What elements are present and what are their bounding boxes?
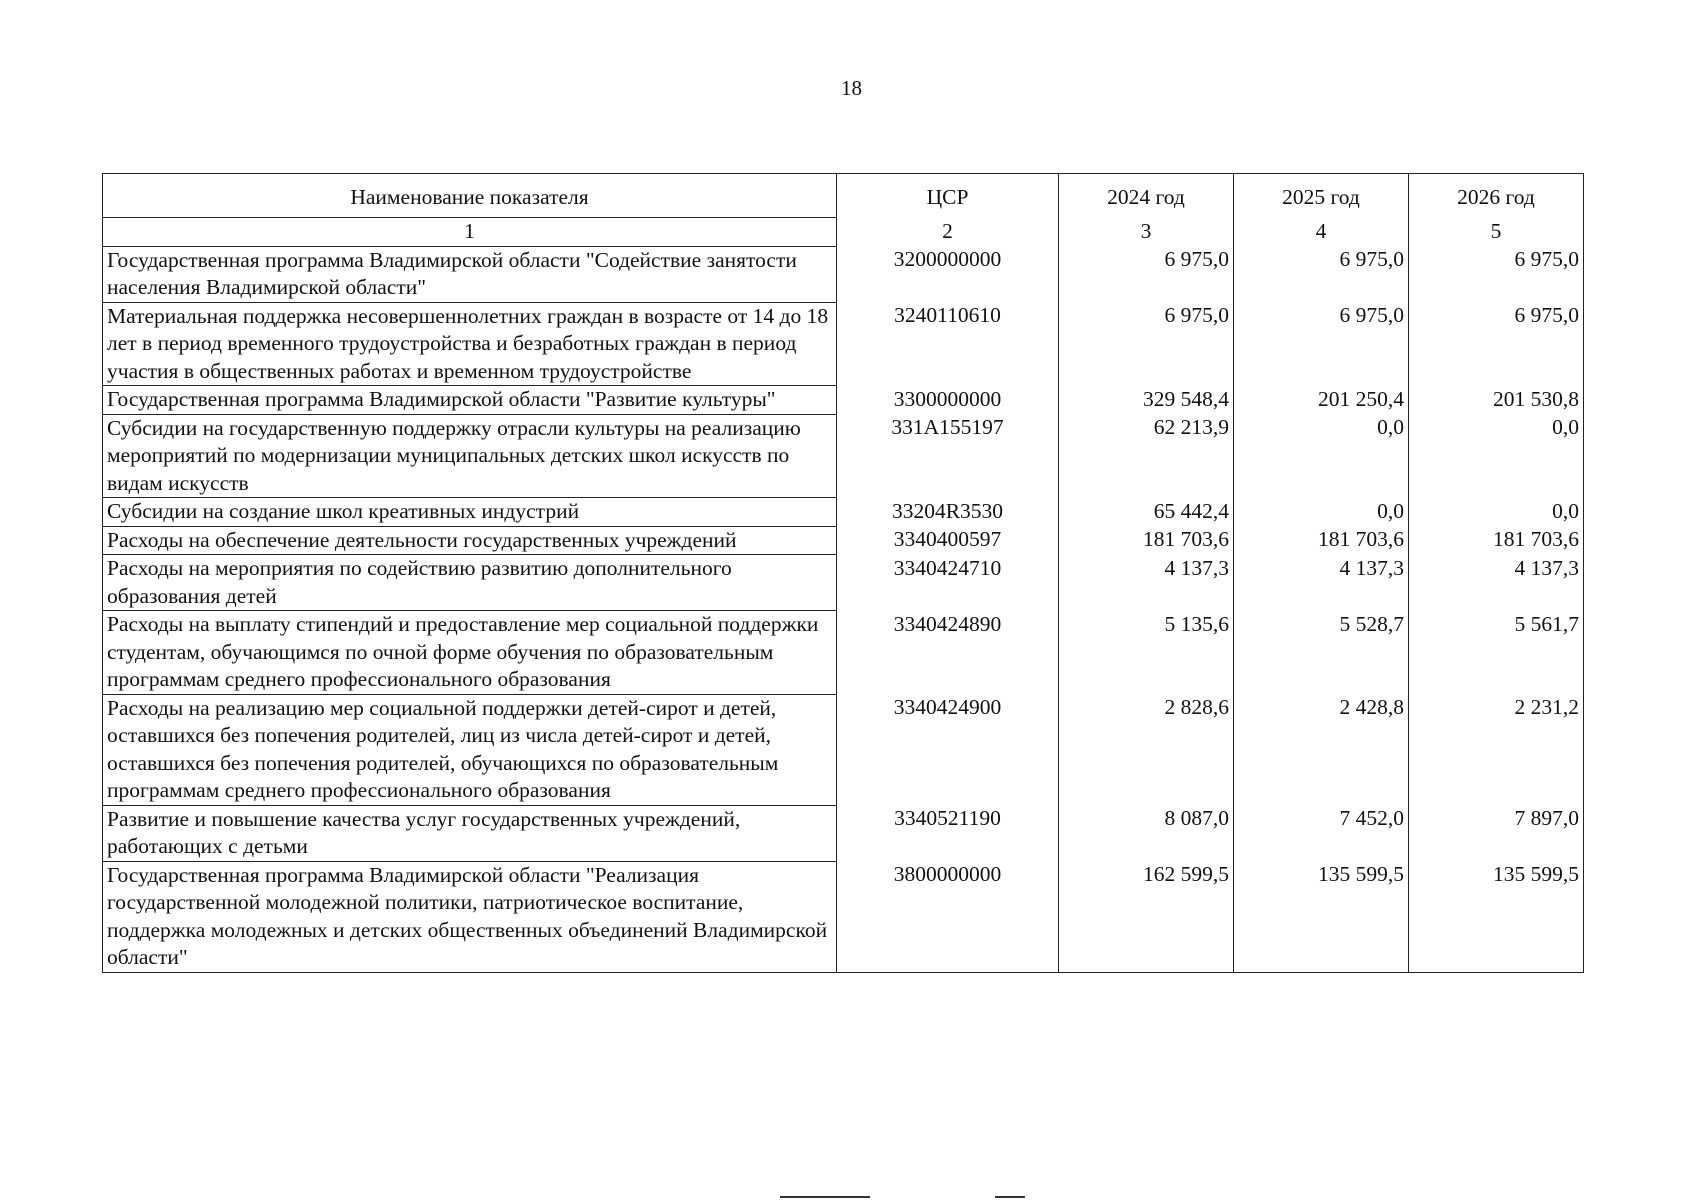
column-number-1: 1 [103, 218, 837, 247]
scan-mark [780, 1196, 870, 1198]
header-2025: 2025 год [1234, 174, 1409, 218]
row-name: Государственная программа Владимирской области "Содействие занятости населения Владимирской области" [103, 246, 837, 302]
row-2024-value: 62 213,9 [1059, 414, 1234, 498]
row-code: 33204R3530 [837, 498, 1059, 527]
row-2024-value: 162 599,5 [1059, 861, 1234, 972]
table-row [103, 694, 1584, 805]
row-name: Расходы на обеспечение деятельности государственных учреждений [103, 526, 837, 555]
header-2024: 2024 год [1059, 174, 1234, 218]
row-name: Субсидии на создание школ креативных индустрий [103, 498, 837, 527]
table-row [103, 386, 1584, 415]
row-code: 3340521190 [837, 805, 1059, 861]
row-2024-value: 8 087,0 [1059, 805, 1234, 861]
row-2026-value: 4 137,3 [1409, 555, 1584, 611]
row-name: Материальная поддержка несовершеннолетних граждан в возрасте от 14 до 18 лет в период временного трудоустройства и безработных граждан в период участия в общественных работах и временном трудоустройстве [103, 302, 837, 386]
row-2025-value: 7 452,0 [1234, 805, 1409, 861]
row-name: Государственная программа Владимирской области "Развитие культуры" [103, 386, 837, 415]
column-number-3: 3 [1059, 218, 1234, 247]
row-2026-value: 181 703,6 [1409, 526, 1584, 555]
row-code: 331А155197 [837, 414, 1059, 498]
table-row [103, 611, 1584, 695]
row-2024-value: 65 442,4 [1059, 498, 1234, 527]
row-2025-value: 135 599,5 [1234, 861, 1409, 972]
row-code: 3340400597 [837, 526, 1059, 555]
row-code: 3340424900 [837, 694, 1059, 805]
row-2024-value: 6 975,0 [1059, 246, 1234, 302]
row-2025-value: 4 137,3 [1234, 555, 1409, 611]
row-2024-value: 4 137,3 [1059, 555, 1234, 611]
column-number-row [103, 218, 1584, 247]
table-row [103, 861, 1584, 972]
table-row [103, 805, 1584, 861]
row-2025-value: 5 528,7 [1234, 611, 1409, 695]
column-number-2: 2 [837, 218, 1059, 247]
row-2026-value: 6 975,0 [1409, 302, 1584, 386]
row-2026-value: 135 599,5 [1409, 861, 1584, 972]
header-csr: ЦСР [837, 174, 1059, 218]
row-name: Расходы на реализацию мер социальной поддержки детей-сирот и детей, оставшихся без попечения родителей, лиц из числа детей-сирот и детей, оставшихся без попечения родителей, обучающихся по образовательным программам среднего профессионального образования [103, 694, 837, 805]
row-2026-value: 0,0 [1409, 498, 1584, 527]
row-2024-value: 329 548,4 [1059, 386, 1234, 415]
row-code: 3200000000 [837, 246, 1059, 302]
row-2024-value: 6 975,0 [1059, 302, 1234, 386]
row-2026-value: 6 975,0 [1409, 246, 1584, 302]
row-name: Субсидии на государственную поддержку отрасли культуры на реализацию мероприятий по модернизации муниципальных детских школ искусств по видам искусств [103, 414, 837, 498]
row-code: 3340424890 [837, 611, 1059, 695]
row-2026-value: 201 530,8 [1409, 386, 1584, 415]
table-row [103, 246, 1584, 302]
row-name: Государственная программа Владимирской области "Реализация государственной молодежной политики, патриотическое воспитание, поддержка молодежных и детских общественных объединений Владимирской области" [103, 861, 837, 972]
footer-scan-marks [780, 1196, 1080, 1198]
header-indicator-name: Наименование показателя [103, 174, 837, 218]
row-name: Развитие и повышение качества услуг государственных учреждений, работающих с детьми [103, 805, 837, 861]
row-2025-value: 181 703,6 [1234, 526, 1409, 555]
row-2026-value: 2 231,2 [1409, 694, 1584, 805]
row-name: Расходы на мероприятия по содействию развитию дополнительного образования детей [103, 555, 837, 611]
row-2025-value: 6 975,0 [1234, 302, 1409, 386]
row-2024-value: 181 703,6 [1059, 526, 1234, 555]
page-number: 18 [841, 76, 862, 100]
table-row [103, 498, 1584, 527]
column-number-4: 4 [1234, 218, 1409, 247]
row-code: 3300000000 [837, 386, 1059, 415]
column-number-5: 5 [1409, 218, 1584, 247]
header-2026: 2026 год [1409, 174, 1584, 218]
table-header-row [103, 174, 1584, 218]
scan-mark [995, 1196, 1025, 1198]
table-row [103, 526, 1584, 555]
table-row [103, 555, 1584, 611]
row-2025-value: 0,0 [1234, 498, 1409, 527]
row-code: 3800000000 [837, 861, 1059, 972]
table-row [103, 302, 1584, 386]
row-2025-value: 0,0 [1234, 414, 1409, 498]
row-2024-value: 2 828,6 [1059, 694, 1234, 805]
row-2025-value: 201 250,4 [1234, 386, 1409, 415]
row-2026-value: 0,0 [1409, 414, 1584, 498]
row-2026-value: 5 561,7 [1409, 611, 1584, 695]
row-2025-value: 2 428,8 [1234, 694, 1409, 805]
row-2026-value: 7 897,0 [1409, 805, 1584, 861]
row-2024-value: 5 135,6 [1059, 611, 1234, 695]
budget-table [102, 173, 1584, 973]
table-row [103, 414, 1584, 498]
row-name: Расходы на выплату стипендий и предоставление мер социальной поддержки студентам, обучающимся по очной форме обучения по образовательным программам среднего профессионального образования [103, 611, 837, 695]
row-2025-value: 6 975,0 [1234, 246, 1409, 302]
row-code: 3240110610 [837, 302, 1059, 386]
row-code: 3340424710 [837, 555, 1059, 611]
